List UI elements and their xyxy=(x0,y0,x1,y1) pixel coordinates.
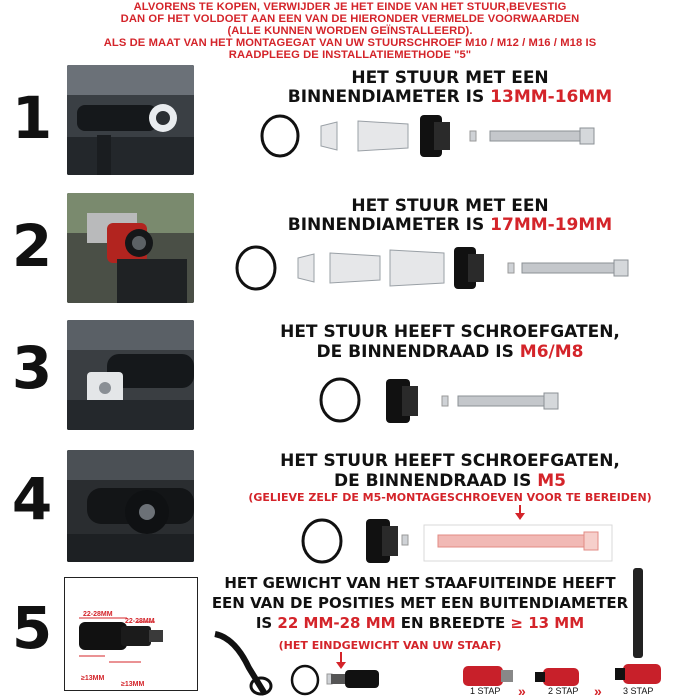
method-4-note: (GELIEVE ZELF DE M5-MONTAGESCHROEVEN VOOR TE BEREIDEN) xyxy=(248,491,652,504)
method-2-title-line-2: BINNENDIAMETER IS 17MM-19MM xyxy=(287,215,613,235)
method-2-number: 2 xyxy=(11,212,53,280)
method-4-photo xyxy=(67,450,194,562)
method-4-number: 4 xyxy=(11,465,53,533)
method-4-parts xyxy=(298,505,616,573)
step-label-3: 3 STAP xyxy=(623,686,654,696)
header-line-1: ALVORENS TE KOPEN, VERWIJDER JE HET EINDE VAN HET STUUR,BEVESTIG xyxy=(133,1,567,13)
step-arrow-1: » xyxy=(518,683,526,699)
method-3-photo xyxy=(67,320,194,430)
method-1-parts xyxy=(258,108,610,164)
method-1-title-line-2: BINNENDIAMETER IS 13MM-16MM xyxy=(287,87,613,107)
dim-label-top-right: 22-28MM xyxy=(125,618,155,625)
dim-label-top-left: 22-28MM xyxy=(83,611,113,618)
method-4-thread: M5 xyxy=(537,471,566,491)
method-5-title-line-1: HET GEWICHT VAN HET STAAFUITEINDE HEEFT xyxy=(224,574,616,592)
step-arrow-2: » xyxy=(594,683,602,699)
method-3-parts xyxy=(318,372,568,428)
dim-label-bottom-right: ≥13MM xyxy=(121,681,145,688)
dim-label-bottom-left: ≥13MM xyxy=(81,675,105,682)
method-3-title-line-1: HET STUUR HEEFT SCHROEFGATEN, xyxy=(280,322,620,342)
method-2-parts xyxy=(232,240,632,296)
method-5-title-line-3: IS 22 MM-28 MM EN BREEDTE ≥ 13 MM xyxy=(255,614,585,632)
method-2-size: 17MM-19MM xyxy=(490,215,613,235)
header-line-2: DAN OF HET VOLDOET AAN EEN VAN DE HIERONDER VERMELDE VOORWAARDEN xyxy=(120,13,580,25)
header-line-4: ALS DE MAAT VAN HET MONTAGEGAT VAN UW STUURSCHROEF M10 / M12 / M16 / M18 IS xyxy=(103,37,597,49)
method-5-note: (HET EINDGEWICHT VAN UW STAAF) xyxy=(278,639,502,652)
method-4-title-line-2: DE BINNENDRAAD IS M5 xyxy=(333,471,566,491)
method-3-thread: M6/M8 xyxy=(519,342,584,362)
method-5-number: 5 xyxy=(11,594,53,662)
step-label-2: 2 STAP xyxy=(548,686,579,696)
method-3-number: 3 xyxy=(11,334,53,402)
method-1-number: 1 xyxy=(11,84,53,152)
header-line-5: RAADPLEEG DE INSTALLATIEMETHODE "5" xyxy=(228,49,472,61)
method-5-photo xyxy=(64,577,198,691)
method-4-title-line-1: HET STUUR HEEFT SCHROEFGATEN, xyxy=(280,451,620,471)
method-3-title-line-2: DE BINNENDRAAD IS M6/M8 xyxy=(316,342,584,362)
step-label-1: 1 STAP xyxy=(470,686,501,696)
header-line-3: (ALLE KUNNEN WORDEN GEÏNSTALLEERD). xyxy=(227,25,473,37)
method-1-title-line-1: HET STUUR MET EEN xyxy=(351,68,549,88)
method-2-photo xyxy=(67,193,194,303)
method-5-title-line-2: EEN VAN DE POSITIES MET EEN BUITENDIAMETER xyxy=(211,594,629,612)
method-5-parts xyxy=(205,568,697,700)
method-1-photo xyxy=(67,65,194,175)
method-1-size: 13MM-16MM xyxy=(490,87,613,107)
method-2-title-line-1: HET STUUR MET EEN xyxy=(351,196,549,216)
